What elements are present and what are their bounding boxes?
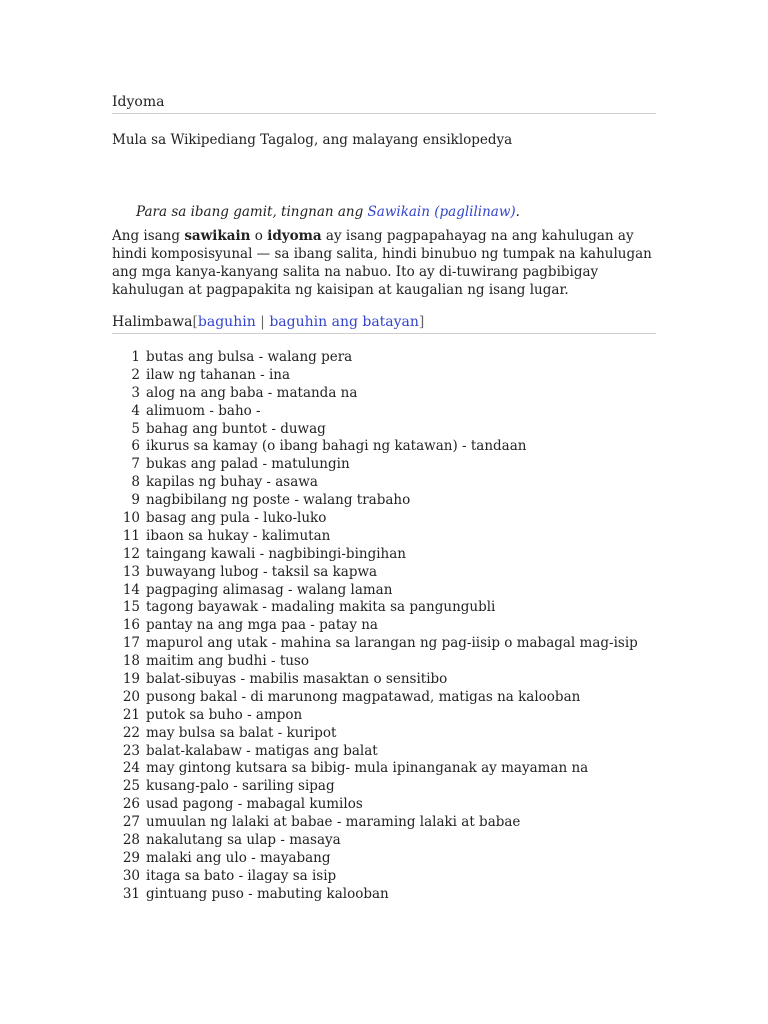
list-item <box>112 564 638 582</box>
list-item-text: buwayang lubog - taksil sa kapwa <box>146 563 378 580</box>
list-item-number: 26 <box>122 796 140 813</box>
list-item-number: 25 <box>122 778 140 795</box>
list-item <box>112 814 638 832</box>
list-item-text: itaga sa bato - ilagay sa isip <box>146 867 337 884</box>
list-item-text: may gintong kutsara sa bibig- mula ipinanganak ay mayaman na <box>146 760 589 777</box>
list-item-number: 22 <box>122 724 140 741</box>
list-item-text: pagpaging alimasag - walang laman <box>146 581 393 598</box>
list-item-number: 24 <box>122 760 140 777</box>
list-item-text: pusong bakal - di marunong magpatawad, matigas na kalooban <box>146 688 581 705</box>
list-item-text: alimuom - baho - <box>146 402 261 419</box>
list-item-number: 5 <box>131 420 140 437</box>
list-item-number: 8 <box>131 474 140 491</box>
list-item-text: kusang-palo - sariling sipag <box>146 778 335 795</box>
list-item-text: bukas ang palad - matulungin <box>146 456 350 473</box>
list-item-text: butas ang bulsa - walang pera <box>146 349 353 365</box>
list-item-text: gintuang puso - mabuting kalooban <box>146 885 389 902</box>
list-item-text: taingang kawali - nagbibingi-bingihan <box>146 545 406 562</box>
list-item-number: 27 <box>122 814 140 831</box>
list-item-text: tagong bayawak - madaling makita sa pangungubli <box>146 599 496 616</box>
term-idyoma: idyoma <box>267 228 322 244</box>
section-heading-halimbawa <box>112 313 656 334</box>
hatnote <box>136 203 520 221</box>
list-item <box>112 707 638 725</box>
list-item-text: alog na ang baba - matanda na <box>146 384 358 401</box>
list-item-number: 12 <box>122 545 140 562</box>
list-item-text: basag ang pula - luko-luko <box>146 510 327 527</box>
list-item-text: ibaon sa hukay - kalimutan <box>146 527 331 544</box>
site-tagline: Mula sa Wikipediang Tagalog, ang malayang ensiklopedya <box>112 132 513 148</box>
list-item-number: 15 <box>122 599 140 616</box>
list-item-number: 10 <box>122 510 140 527</box>
list-item <box>112 653 638 671</box>
list-item-number: 2 <box>131 366 140 383</box>
list-item <box>112 349 638 367</box>
edit-source-link[interactable]: baguhin ang batayan <box>269 314 419 330</box>
list-item-text: may bulsa sa balat - kuripot <box>146 724 337 741</box>
list-item-number: 1 <box>131 349 140 365</box>
list-item-number: 16 <box>122 617 140 634</box>
list-item-text: malaki ang ulo - mayabang <box>146 849 331 866</box>
list-item-number: 20 <box>122 688 140 705</box>
list-item <box>112 421 638 439</box>
list-item-number: 9 <box>131 492 140 509</box>
list-item-text: umuulan ng lalaki at babae - maraming lalaki at babae <box>146 814 521 831</box>
list-item <box>112 510 638 528</box>
list-item-text: maitim ang budhi - tuso <box>146 653 309 670</box>
list-item-text: balat-kalabaw - matigas ang balat <box>146 742 378 759</box>
list-item-number: 13 <box>122 563 140 580</box>
list-item <box>112 582 638 600</box>
list-item <box>112 760 638 778</box>
list-item <box>112 868 638 886</box>
list-item-number: 3 <box>131 384 140 401</box>
list-item <box>112 886 638 904</box>
list-item-number: 6 <box>131 438 140 455</box>
list-item-number: 17 <box>122 635 140 652</box>
list-item <box>112 492 638 510</box>
list-item-text: balat-sibuyas - mabilis masaktan o sensitibo <box>146 671 448 688</box>
list-item <box>112 796 638 814</box>
list-item <box>112 832 638 850</box>
list-item-number: 23 <box>122 742 140 759</box>
list-item <box>112 528 638 546</box>
list-item-text: mapurol ang utak - mahina sa larangan ng pag-iisip o mabagal mag-isip <box>146 635 638 652</box>
list-item-text: pantay na ang mga paa - patay na <box>146 617 378 634</box>
list-item <box>112 438 638 456</box>
list-item <box>112 546 638 564</box>
list-item-number: 28 <box>122 832 140 849</box>
list-item <box>112 456 638 474</box>
list-item-number: 30 <box>122 867 140 884</box>
list-item <box>112 725 638 743</box>
list-item <box>112 743 638 761</box>
hatnote-prefix: Para sa ibang gamit, tingnan ang <box>136 204 368 220</box>
list-item <box>112 385 638 403</box>
list-item-text: nakalutang sa ulap - masaya <box>146 832 341 849</box>
list-item-number: 18 <box>122 653 140 670</box>
list-item-text: nagbibilang ng poste - walang trabaho <box>146 492 411 509</box>
edit-links: [baguhin | baguhin ang batayan] <box>192 314 425 330</box>
intro-paragraph: Ang isang sawikain o idyoma ay isang pagpapahayag na ang kahulugan ay hindi komposisyunal — sa ibang salita, hindi binubuo ng tumpak na kahulugan ang mga kanya-kanyang salita na nabuo. Ito ay di-tuwirang pagbibigay kahulugan at pagpapakita ng kaisipan at kaugalian ng isang lugar. <box>112 228 652 298</box>
list-item-text: putok sa buho - ampon <box>146 706 303 723</box>
list-item <box>112 474 638 492</box>
list-item-number: 21 <box>122 706 140 723</box>
list-item-number: 7 <box>131 456 140 473</box>
list-item <box>112 778 638 796</box>
list-item-number: 4 <box>131 402 140 419</box>
list-item-text: usad pagong - mabagal kumilos <box>146 796 363 813</box>
hatnote-suffix: . <box>515 204 520 220</box>
list-item-text: bahag ang buntot - duwag <box>146 420 326 437</box>
term-sawikain: sawikain <box>184 228 251 244</box>
list-item <box>112 367 638 385</box>
list-item <box>112 850 638 868</box>
idiom-list <box>112 349 638 904</box>
list-item-number: 19 <box>122 671 140 688</box>
list-item <box>112 617 638 635</box>
list-item <box>112 671 638 689</box>
list-item-text: ilaw ng tahanan - ina <box>146 366 291 383</box>
list-item-number: 14 <box>122 581 140 598</box>
list-item <box>112 599 638 617</box>
list-item-number: 31 <box>122 885 140 902</box>
section-title: Halimbawa <box>112 314 193 330</box>
edit-link[interactable]: baguhin <box>197 314 256 330</box>
disambiguation-link[interactable]: Sawikain (paglilinaw) <box>367 204 516 220</box>
list-item-text: kapilas ng buhay - asawa <box>146 474 318 491</box>
list-item-text: ikurus sa kamay (o ibang bahagi ng katawan) - tandaan <box>146 438 527 455</box>
list-item-number: 11 <box>122 527 140 544</box>
list-item <box>112 403 638 421</box>
page-title: Idyoma <box>112 93 656 114</box>
list-item <box>112 635 638 653</box>
list-item <box>112 689 638 707</box>
list-item-number: 29 <box>122 849 140 866</box>
